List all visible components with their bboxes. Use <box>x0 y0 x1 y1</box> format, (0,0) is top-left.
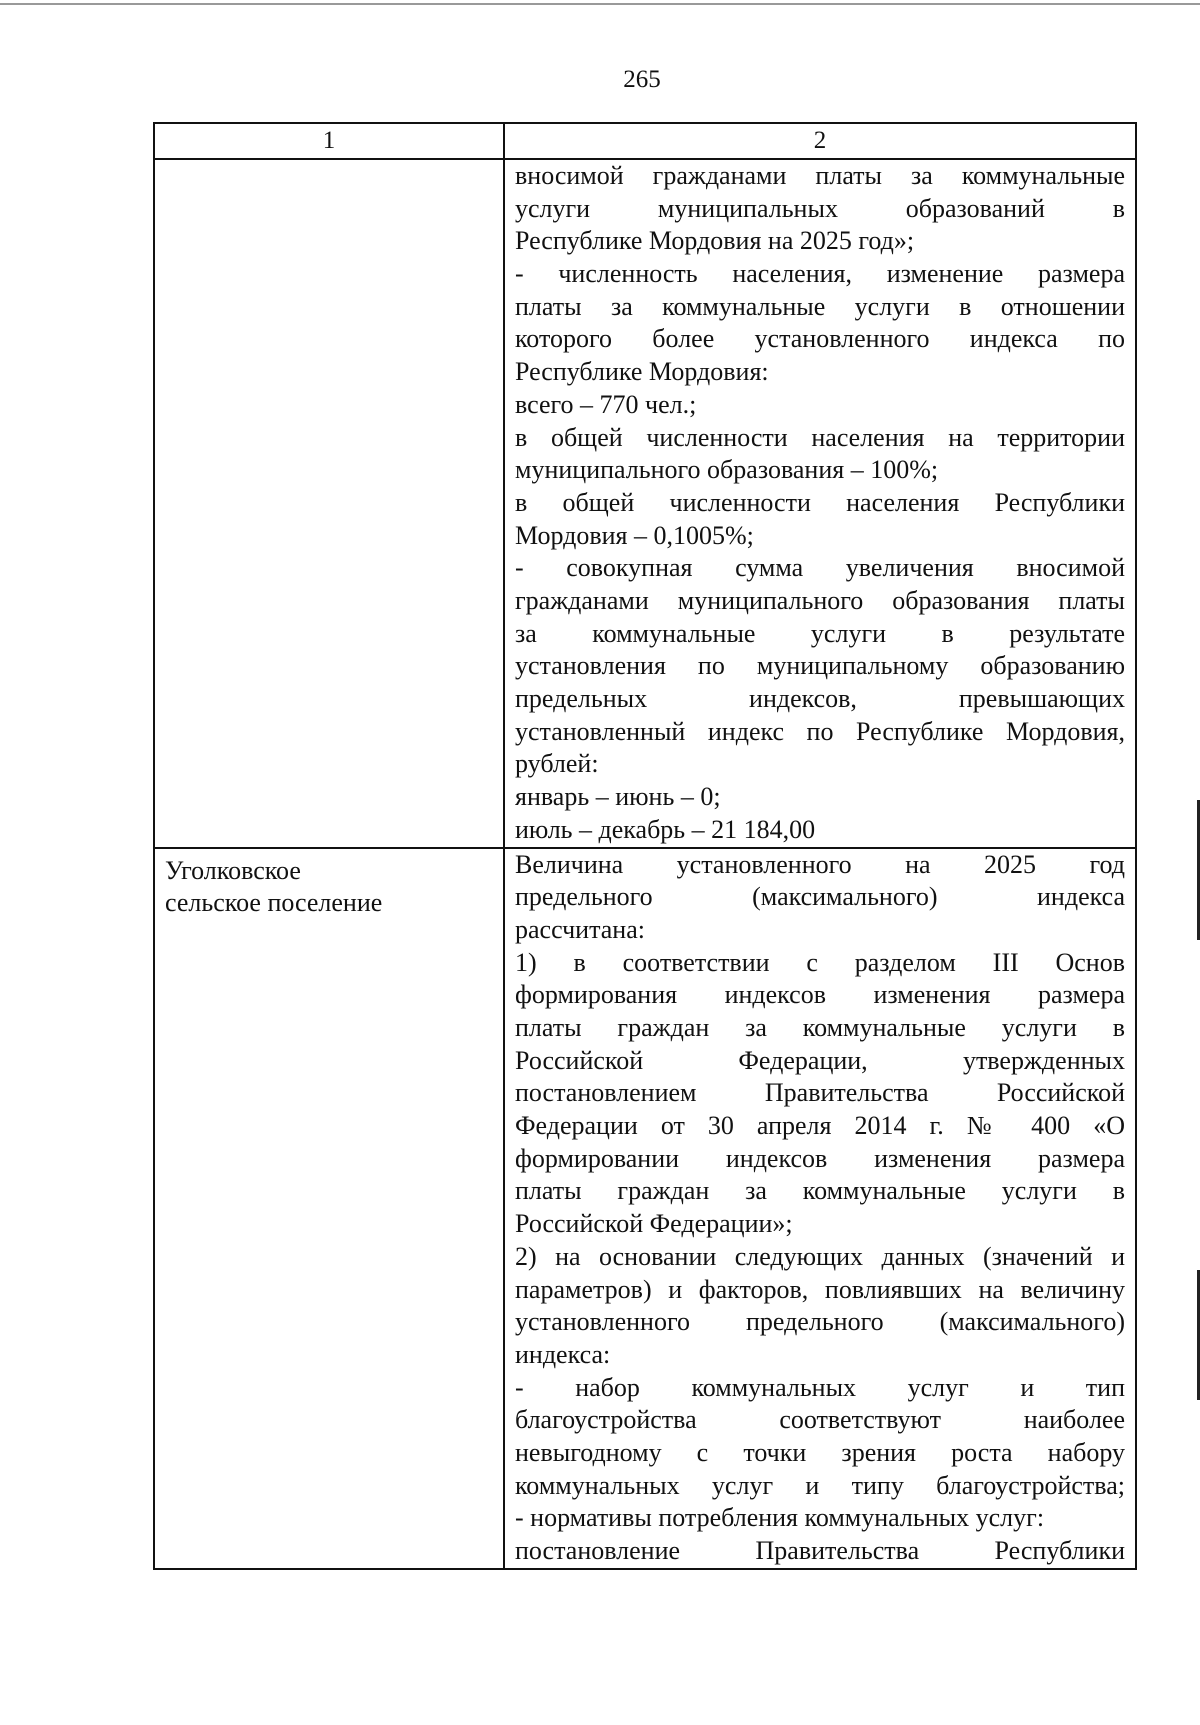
text-line: постановление Правительства Республики <box>515 1536 1125 1566</box>
text-line: услуги муниципальных образований в <box>515 193 1125 223</box>
text-line: - численность населения, изменение размера <box>515 259 1125 289</box>
page-top-edge <box>0 3 1200 5</box>
text-line: - набор коммунальных услуг и тип <box>515 1372 1125 1402</box>
document-table <box>153 122 1137 1570</box>
text-line: в общей численности населения Республики <box>515 487 1125 517</box>
text-line: установленного предельного (максимального) <box>515 1307 1125 1337</box>
text-line: в общей численности населения на территории <box>515 422 1125 452</box>
text-line: Федерации от 30 апреля 2014 г. № 400 «О <box>515 1111 1125 1141</box>
municipality-name-line: сельское поселение <box>165 888 383 918</box>
text-line: - нормативы потребления коммунальных услуг: <box>515 1503 1045 1533</box>
text-line: индекса: <box>515 1339 611 1369</box>
text-line: предельного (максимального) индекса <box>515 882 1125 912</box>
table-cell-municipality <box>154 159 504 848</box>
text-line: установленный индекс по Республике Мордовия, <box>515 716 1125 746</box>
text-line: Российской Федерации»; <box>515 1209 793 1239</box>
text-line: январь – июнь – 0; <box>515 782 721 812</box>
text-line: формирования индексов изменения размера <box>515 980 1125 1010</box>
text-line: 2) на основании следующих данных (значений и <box>515 1241 1125 1271</box>
table-cell-description <box>504 848 1136 1569</box>
column-header-2: 2 <box>504 123 1136 159</box>
text-line: июль – декабрь – 21 184,00 <box>515 814 816 844</box>
text-line: постановлением Правительства Российской <box>515 1078 1125 1108</box>
table-row <box>154 848 1136 1569</box>
table-header-row <box>154 123 1136 159</box>
text-line: формировании индексов изменения размера <box>515 1143 1125 1173</box>
text-line: невыгодному с точки зрения роста набору <box>515 1437 1125 1467</box>
text-line: Республике Мордовия: <box>515 357 769 387</box>
text-line: параметров) и факторов, повлиявших на величину <box>515 1274 1125 1304</box>
text-line: 1) в соответствии с разделом III Основ <box>515 947 1125 977</box>
text-line: Мордовия – 0,1005%; <box>515 520 754 550</box>
text-line: платы граждан за коммунальные услуги в <box>515 1176 1125 1206</box>
text-line: муниципального образования – 100%; <box>515 455 939 485</box>
text-line: рассчитана: <box>515 914 645 944</box>
column-header-1: 1 <box>154 123 504 159</box>
text-line: всего – 770 чел.; <box>515 389 697 419</box>
page-number: 265 <box>623 66 661 93</box>
table-cell-description <box>504 159 1136 848</box>
text-line: Республике Мордовия на 2025 год»; <box>515 226 915 256</box>
text-line: гражданами муниципального образования платы <box>515 586 1125 616</box>
text-line: предельных индексов, превышающих <box>515 684 1125 714</box>
text-line: Величина установленного на 2025 год <box>515 849 1125 879</box>
text-line: платы граждан за коммунальные услуги в <box>515 1013 1125 1043</box>
text-line: благоустройства соответствуют наиболее <box>515 1405 1125 1435</box>
text-line: - совокупная сумма увеличения вносимой <box>515 553 1125 583</box>
table-row <box>154 159 1136 848</box>
table-cell-municipality <box>154 848 504 1569</box>
text-line: вносимой гражданами платы за коммунальные <box>515 161 1125 190</box>
text-line: платы за коммунальные услуги в отношении <box>515 291 1125 321</box>
text-line: за коммунальные услуги в результате <box>515 618 1125 648</box>
text-line: Российской Федерации, утвержденных <box>515 1045 1125 1075</box>
text-line: коммунальных услуг и типу благоустройства; <box>515 1470 1125 1500</box>
municipality-name-line: Уголковское <box>165 855 301 885</box>
text-line: которого более установленного индекса по <box>515 324 1125 354</box>
text-line: рублей: <box>515 749 599 779</box>
text-line: установления по муниципальному образованию <box>515 651 1125 681</box>
